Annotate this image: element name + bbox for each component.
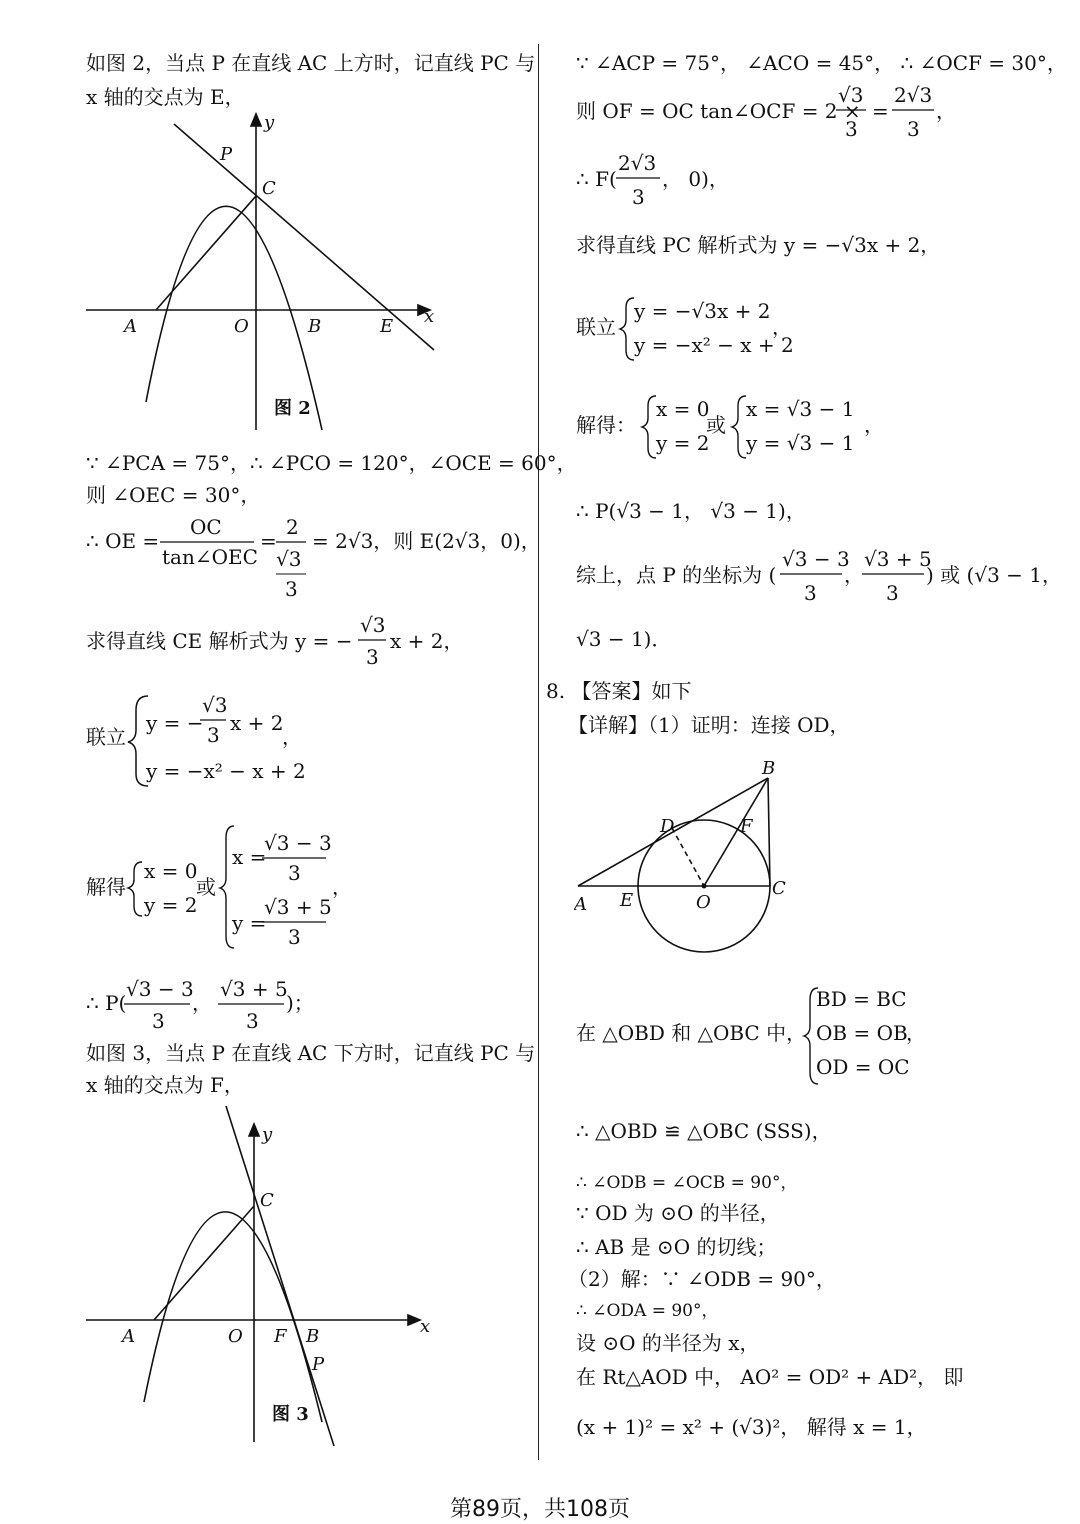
svg-text:x + 2: x + 2 [230,711,284,735]
congruent-statement: ∴ △OBD ≌ △OBC (SSS)， [576,1119,832,1143]
fig2-caption: 图 2 [274,398,311,419]
svg-text:√3: √3 [360,613,386,637]
svg-text:x = 0: x = 0 [144,859,198,883]
svg-text:=: = [872,99,889,123]
fig4-a-label: A [574,894,587,915]
svg-text:解得: 解得 [86,875,126,899]
svg-text:，: ， [772,315,792,339]
svg-text:联立: 联立 [576,315,616,339]
svg-text:3: 3 [366,645,379,669]
fig2-line-pe [174,124,434,350]
summary-line2: √3 − 1)． [576,627,672,651]
fig3-f-label: F [274,1326,287,1347]
svg-text:y = 2: y = 2 [144,893,198,917]
svg-text:x = 0: x = 0 [656,397,710,421]
svg-text:tan∠OEC: tan∠OEC [162,545,258,569]
svg-text:3: 3 [804,581,817,605]
svg-text:√3 + 5: √3 + 5 [864,547,932,571]
detail-proof: 【详解】（1）证明：连接 OD， [568,713,850,737]
intro-fig3-line2: x 轴的交点为 F， [86,1073,244,1097]
right-angles: ∵ ∠ACP = 75°， ∠ACO = 45°， ∴ ∠OCF = 30°， [576,51,1067,75]
oda-statement: ∴ ∠ODA = 90°， [576,1301,719,1321]
fig2-o-label: O [234,316,249,337]
svg-text:，: ， [864,413,884,437]
intro-fig2-line1: 如图 2，当点 P 在直线 AC 上方时，记直线 PC 与 [86,51,536,75]
svg-text:√3 − 3: √3 − 3 [126,977,194,1001]
oe-equation [86,512,541,604]
fig3-y-arrow [249,1124,259,1136]
svg-text:3: 3 [632,185,645,209]
fig3-parabola [144,1212,322,1422]
svg-text:∴ OE =: ∴ OE = [86,529,160,553]
svg-text:，: ， [282,725,302,749]
svg-text:√3 − 3: √3 − 3 [782,547,850,571]
svg-text:∴ F(: ∴ F( [576,167,617,191]
fig2-line-ac [156,196,256,310]
svg-text:x =: x = [232,845,267,869]
svg-text:y = √3 − 1: y = √3 − 1 [746,431,855,455]
svg-text:3: 3 [845,117,858,141]
svg-text:y = −x² − x + 2: y = −x² − x + 2 [634,333,794,357]
column-divider [538,44,539,1460]
radius-statement: ∵ OD 为 ⊙O 的半径， [576,1201,780,1225]
part-2-statement: （2）解：∵ ∠ODB = 90°， [568,1267,836,1291]
svg-text:，: ， [906,1021,926,1045]
fig4-b-label: B [762,758,776,779]
svg-text:，: ， [844,563,864,587]
svg-text:2√3: 2√3 [618,151,657,175]
svg-text:√3: √3 [202,693,228,717]
svg-text:y = −x² − x + 2: y = −x² − x + 2 [146,759,306,783]
fig3-x-label: x [420,1316,431,1337]
fig2-b-label: B [308,316,322,337]
svg-text:OB = OB: OB = OB [816,1021,908,1045]
svg-text:√3 − 3: √3 − 3 [264,831,332,855]
svg-text:BD = BC: BD = BC [816,987,907,1011]
fig3-o-label: O [228,1326,243,1347]
svg-text:√3: √3 [276,547,302,571]
segment-od-dashed [672,828,704,886]
fig3-b-label: B [306,1326,320,1347]
solution-1 [86,822,538,952]
svg-text:√3 + 5: √3 + 5 [264,895,332,919]
fig3-p-label: P [312,1354,325,1375]
figure-2 [86,112,446,430]
fig3-caption: 图 3 [272,1404,309,1425]
tangent-statement: ∴ AB 是 ⊙O 的切线； [576,1235,777,1259]
of-equation [576,84,1046,144]
angles-line2: 则 ∠OEC = 30°， [86,483,261,507]
svg-text:联立: 联立 [86,725,126,749]
svg-text:在 △OBD 和 △OBC 中，: 在 △OBD 和 △OBC 中， [576,1021,807,1045]
svg-text:则 OF = OC tan∠OCF = 2 ×: 则 OF = OC tan∠OCF = 2 × [576,99,861,123]
svg-text:解得：: 解得： [576,413,636,437]
svg-text:3: 3 [907,117,920,141]
fig4-c-label: C [772,878,786,899]
svg-text:3: 3 [285,577,298,601]
svg-text:OD = OC: OD = OC [816,1055,910,1079]
svg-text:3: 3 [288,861,301,885]
fig2-y-arrow [251,114,261,126]
intro-fig3-line1: 如图 3，当点 P 在直线 AC 下方时，记直线 PC 与 [86,1041,536,1065]
system-2 [576,294,1046,364]
svg-text:)；: )； [286,991,314,1015]
fig2-x-label: x [424,306,435,327]
svg-text:，: ， [936,99,956,123]
fig4-o-label: O [696,892,711,913]
fig2-e-label: E [380,316,394,337]
svg-text:∴ P(: ∴ P( [86,991,127,1015]
point-p-solution-1 [86,976,538,1036]
svg-text:x + 2，: x + 2， [390,629,464,653]
intro-fig2-line2: x 轴的交点为 E， [86,85,245,109]
svg-text:y = −√3x + 2: y = −√3x + 2 [634,299,771,323]
svg-text:x = √3 − 1: x = √3 − 1 [746,397,855,421]
page-footer: 第89页，共108页 [450,1497,630,1522]
svg-text:3: 3 [207,723,220,747]
fig4-f-label: F [740,816,753,837]
summary [576,547,1062,608]
fig3-a-label: A [122,1326,135,1347]
svg-text:求得直线 CE 解析式为 y = −: 求得直线 CE 解析式为 y = − [86,629,353,653]
fig2-a-label: A [124,316,137,337]
svg-text:3: 3 [886,581,899,605]
pythagoras-statement: 在 Rt△AOD 中， AO² = OD² + AD²， 即 [576,1365,964,1389]
svg-text:，: ， [332,875,352,899]
fig2-p-label: P [220,144,233,165]
fig3-y-label: y [262,1124,273,1145]
svg-text:2√3: 2√3 [894,83,933,107]
svg-text:3: 3 [246,1009,259,1033]
triangle-conditions [576,984,1046,1088]
svg-text:√3 + 5: √3 + 5 [220,977,288,1001]
svg-text:3: 3 [288,925,301,949]
solution-2 [576,392,1046,462]
fig4-e-label: E [620,890,634,911]
svg-text:=: = [260,529,277,553]
equation-statement: (x + 1)² = x² + (√3)²， 解得 x = 1， [576,1415,927,1439]
ce-line-equation [86,612,538,672]
svg-text:OC: OC [190,515,222,539]
fig3-x-arrow [408,1315,420,1325]
svg-text:y = −: y = − [146,711,204,735]
svg-text:) 或 (√3 − 1，: ) 或 (√3 − 1， [926,563,1062,587]
pc-line-equation: 求得直线 PC 解析式为 y = −√3x + 2， [576,233,941,257]
svg-text:2: 2 [286,515,299,539]
svg-text:√3: √3 [838,83,864,107]
svg-text:y = 2: y = 2 [656,431,710,455]
svg-text:或: 或 [706,413,726,437]
angles-line1: ∵ ∠PCA = 75°，∴ ∠PCO = 120°，∠OCE = 60°， [86,451,577,475]
figure-3 [86,1102,446,1450]
segment-bo [704,778,768,886]
fig2-c-label: C [262,178,276,199]
svg-text:= 2√3，则 E(2√3，0)，: = 2√3，则 E(2√3，0)， [312,529,541,553]
question-8-answer: 8. 【答案】如下 [546,679,692,703]
right-angle-statement: ∴ ∠ODB = ∠OCB = 90°， [576,1173,798,1193]
fig4-d-label: D [660,816,675,837]
svg-text:，: ， [192,991,212,1015]
svg-text:， 0)，: ， 0)， [662,167,729,191]
point-p-solution-2: ∴ P(√3 − 1， √3 − 1)， [576,499,806,523]
figure-circle-tangent [574,756,814,956]
fig3-line-pc [226,1106,334,1446]
f-point [576,152,1046,212]
svg-text:y =: y = [232,911,267,935]
fig2-y-label: y [264,112,275,133]
svg-text:或: 或 [196,875,216,899]
svg-text:综上，点 P 的坐标为 (: 综上，点 P 的坐标为 ( [576,563,777,587]
system-1 [86,690,538,790]
fig3-c-label: C [260,1190,274,1211]
let-radius-statement: 设 ⊙O 的半径为 x， [576,1331,760,1355]
center-o-dot [702,884,707,889]
svg-text:3: 3 [152,1009,165,1033]
